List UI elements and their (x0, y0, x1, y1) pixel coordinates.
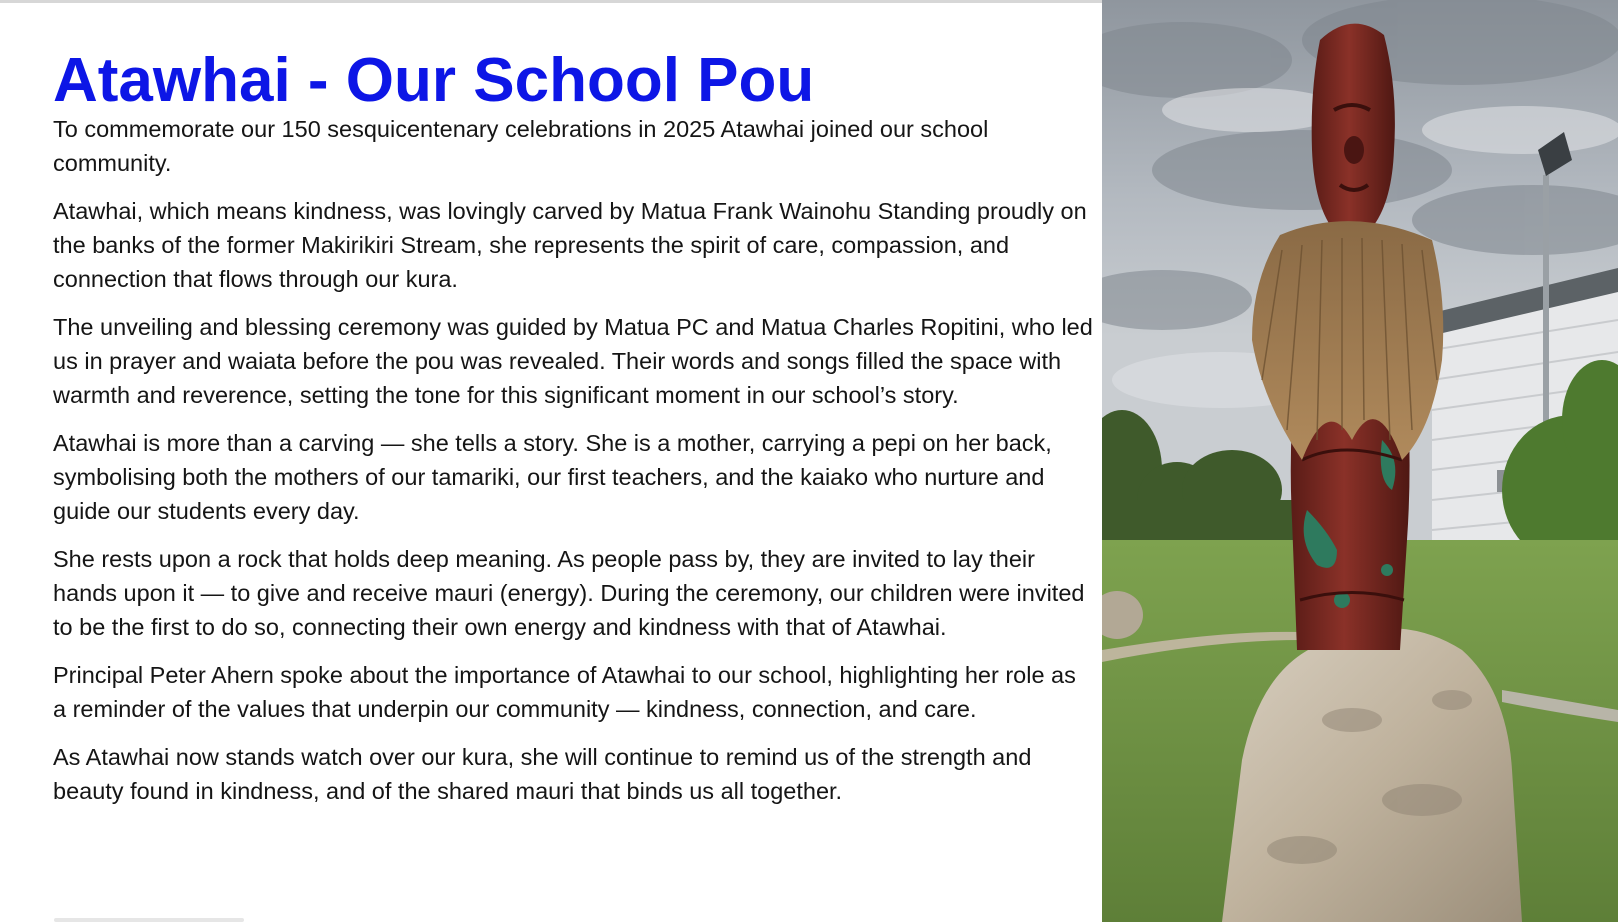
article-paragraph-2: Atawhai, which means kindness, was lovingly carved by Matua Frank Wainohu Standing proudly on the banks of the former Makirikiri Stream, she represents the spirit of care, compassion, and connection that flows through our kura. (53, 198, 1087, 292)
pou-photo-illustration (1102, 0, 1618, 922)
article-paragraph-6: Principal Peter Ahern spoke about the importance of Atawhai to our school, highlighting her role as a reminder of the values that underpin our community — kindness, connection, and care. (53, 662, 1076, 722)
article-paragraph-5: She rests upon a rock that holds deep meaning. As people pass by, they are invited to lay their hands upon it — to give and receive mauri (energy). During the ceremony, our children were invited to be the first to do so, connecting their own energy and kindness with that of Atawhai. (53, 546, 1085, 640)
article-paragraph-3: The unveiling and blessing ceremony was guided by Matua PC and Matua Charles Ropitini, who led us in prayer and waiata before the pou was revealed. Their words and songs filled the space with warmth and reverence, setting the tone for this significant moment in our school’s story. (53, 314, 1093, 408)
scroll-indicator (54, 918, 244, 922)
page-title: Atawhai - Our School Pou (53, 46, 815, 115)
article (53, 38, 1093, 822)
article-paragraph-1: To commemorate our 150 sesquicentenary celebrations in 2025 Atawhai joined our school community. (53, 116, 989, 176)
pou-photo (1102, 0, 1618, 922)
article-paragraph-7: As Atawhai now stands watch over our kura, she will continue to remind us of the strength and beauty found in kindness, and of the shared mauri that binds us all together. (53, 744, 1032, 804)
article-paragraph-4: Atawhai is more than a carving — she tells a story. She is a mother, carrying a pepi on her back, symbolising both the mothers of our tamariki, our first teachers, and the kaiako who nurture and guide our students every day. (53, 430, 1052, 524)
